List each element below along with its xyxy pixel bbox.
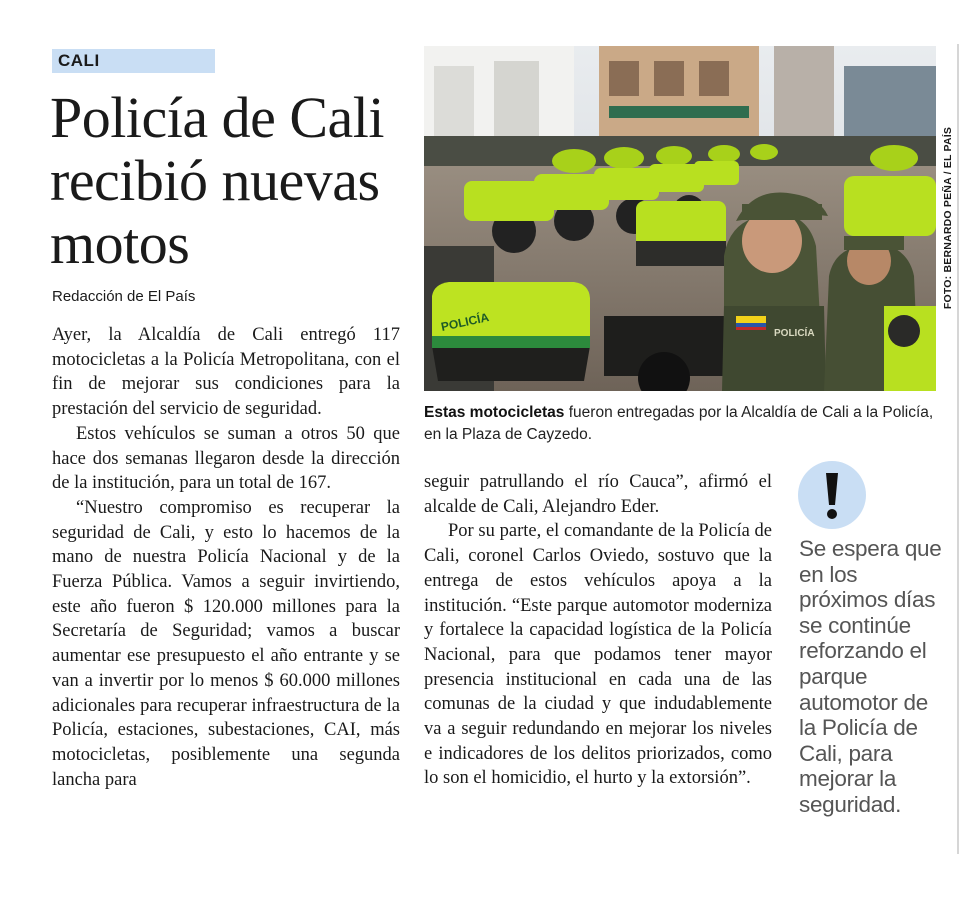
article-column-1 xyxy=(52,323,400,792)
section-tag: CALI xyxy=(52,49,215,73)
caption-text: fueron entregadas por la Alcaldía de Cali a la Policía, en la Plaza de Cayzedo. xyxy=(424,404,934,443)
bike-box-label: POLICÍA xyxy=(439,310,491,334)
paragraph: Estos vehículos se suman a otros 50 que hace dos semanas llegaron desde la dirección de la institución, para un total de 167. xyxy=(52,423,400,494)
photo-caption xyxy=(424,402,944,446)
photo-credit-text: FOTO: BERNARDO PEÑA / EL PAÍS xyxy=(942,126,954,310)
column-divider xyxy=(957,44,959,854)
caption-lead: Estas motocicletas xyxy=(424,404,565,421)
news-photo xyxy=(424,46,936,391)
sidebar-quote: Se espera que en los próximos días se continúe reforzando el parque automotor de la Policía de Cali, para mejorar la seguridad. xyxy=(799,536,942,817)
byline: Redacción de El País xyxy=(52,288,196,305)
paragraph: seguir patrullando el río Cauca”, afirmó el alcalde de Cali, Alejandro Eder. xyxy=(424,472,772,517)
police-motorcycles-image xyxy=(424,46,936,391)
paragraph: Por su parte, el comandante de la Policía de Cali, coronel Carlos Oviedo, sostuvo que la entrega de estos vehículos apoya a la institución. “Este parque automotor moderniza y fortalece la capacidad logística de la Policía Nacional, para que podamos tener mayor presencia institucional en cada una de las comunas de la ciudad y que indudablemente va a seguir redundando en mejorar los niveles e indicadores de los delitos priorizados, como lo son el homicidio, el hurto y la extorsión”. xyxy=(424,521,772,789)
vest-label: POLICÍA xyxy=(774,328,815,339)
article-column-2 xyxy=(424,470,772,791)
paragraph: “Nuestro compromiso es recuperar la seguridad de Cali, y esto lo hacemos de la mano de nuestra Policía Nacional y de la Fuerza Pública. Vamos a seguir invirtiendo, este año fueron $ 120.000 millones para la Secretaría de Seguridad; vamos a buscar aumentar ese presupuesto el año entrante y se van a invertir por lo menos $ 60.000 millones adicionales para recuperar infraestructura de la Policía, estaciones, subestaciones, CAI, más motocicletas, posiblemente una segunda lancha para xyxy=(52,497,400,790)
headline: Policía de Cali recibió nuevas motos xyxy=(50,85,384,276)
paragraph: Ayer, la Alcaldía de Cali entregó 117 motocicletas a la Policía Metropolitana, con el fin de mejorar sus condiciones para la prestación del servicio de seguridad. xyxy=(52,325,400,420)
exclamation-icon xyxy=(798,461,866,529)
